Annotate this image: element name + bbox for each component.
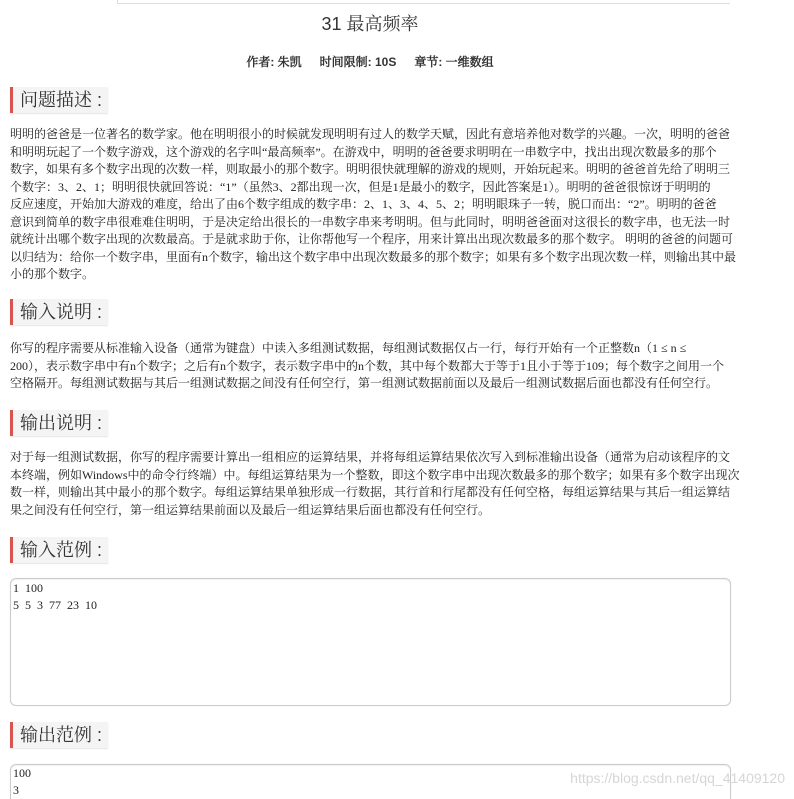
output-spec-heading: 输出说明 :	[10, 410, 108, 436]
output-spec-line: 数一样，则输出其中最小的那个数字。每组运算结果单独形成一行数据，其行首和行尾都没有任何空格，每组运算结果与其后一组运算结	[10, 485, 731, 499]
sample-output-line: 100	[13, 766, 31, 780]
sample-input-box[interactable]	[10, 578, 731, 706]
description-line: 意识到简单的数字串很难难住明明，于是决定给出很长的一串数字串来考明明。但与此同时，明明爸爸面对这很长的数字串，也无法一时	[10, 214, 731, 229]
description-line: 和明明玩起了一个数字游戏，这个游戏的名字叫“最高频率”。在游戏中，明明的爸爸要求明明在一串数字中，找出出现次数最多的那个	[10, 144, 717, 159]
description-line: 个数字：3、2、1；明明很快就回答说：“1”（虽然3、2都出现一次，但是1是最小的数字，因此答案是1）。明明的爸爸很惊讶于明明的	[10, 179, 711, 194]
description-heading: 问题描述 :	[10, 87, 108, 113]
sample-input-heading: 输入范例 :	[10, 537, 108, 563]
output-spec-text	[10, 449, 740, 519]
active-tab-edge[interactable]	[0, 0, 118, 4]
output-spec-line: 果之间没有任何空行，第一组运算结果前面以及最后一组运算结果后面也都没有任何空行。	[10, 502, 491, 517]
page-title: 31 最高频率	[321, 14, 419, 34]
description-line: 数字，如果有多个数字出现的次数一样，则取最小的那个数字。明明很快就理解的游戏的规则，开始玩起来。明明的爸爸首先给了明明三	[10, 162, 731, 176]
watermark-text: https://blog.csdn.net/qq_41409120	[570, 770, 785, 786]
description-line: 小的那个数字。	[10, 267, 95, 281]
meta-time-limit: 时间限制: 10S	[319, 55, 397, 69]
description-line: 以归结为：给你一个数字串，里面有n个数字，输出这个数字串中出现次数最多的那个数字；如果有多个数字出现次数一样，则输出其中最	[10, 249, 737, 264]
description-text	[10, 126, 737, 284]
sample-input-line: 5 5 3 77 23 10	[13, 598, 97, 612]
description-line: 反应速度，开始加大游戏的难度，给出了由6个数字组成的数字串：2、1、3、4、5、2；明明眼珠子一转，脱口而出：“2”。明明的爸爸	[10, 197, 717, 211]
sample-output-line: 3	[13, 783, 19, 797]
output-spec-line: 对于每一组测试数据，你写的程序需要计算出一组相应的运算结果，并将每组运算结果依次写入到标准输出设备（通常为启动该程序的文	[10, 450, 731, 464]
sample-input-line: 1 100	[13, 581, 43, 595]
meta-author: 作者: 朱凯	[246, 55, 302, 69]
input-spec-line: 200），表示数字串中有n个数字；之后有n个数字，表示数字串中的n个数，其中每个数都大于等于1且小于等于109；每个数字之间用一个	[10, 358, 725, 373]
problem-meta	[0, 54, 740, 70]
input-spec-line: 空格隔开。每组测试数据与其后一组测试数据之间没有任何空行，第一组测试数据前面以及最后一组测试数据后面也都没有任何空行。	[10, 376, 719, 390]
input-spec-text	[10, 340, 732, 393]
input-spec-line: 你写的程序需要从标准输入设备（通常为键盘）中读入多组测试数据，每组测试数据仅占一行，每行开始有一个正整数n（1 ≤ n ≤	[10, 341, 687, 355]
tab-bar-border	[118, 0, 730, 4]
meta-chapter: 章节: 一维数组	[414, 55, 494, 69]
nav-tabs	[0, 0, 730, 4]
sample-output-heading: 输出范例 :	[10, 722, 108, 748]
input-spec-heading: 输入说明 :	[10, 299, 108, 325]
description-line: 明明的爸爸是一位著名的数学家。他在明明很小的时候就发现明明有过人的数学天赋，因此有意培养他对数学的兴趣。一次，明明的爸爸	[10, 127, 731, 141]
description-line: 就统计出哪个数字出现的次数最高。于是就求助于你，让你帮他写一个程序，用来计算出出现次数最多的那个数字。 明明的爸爸的问题可	[10, 232, 734, 246]
output-spec-line: 本终端，例如Windows中的命令行终端）中。每组运算结果为一个整数，即这个数字串中出现次数最多的那个数字；如果有多个数字出现次	[10, 467, 740, 482]
